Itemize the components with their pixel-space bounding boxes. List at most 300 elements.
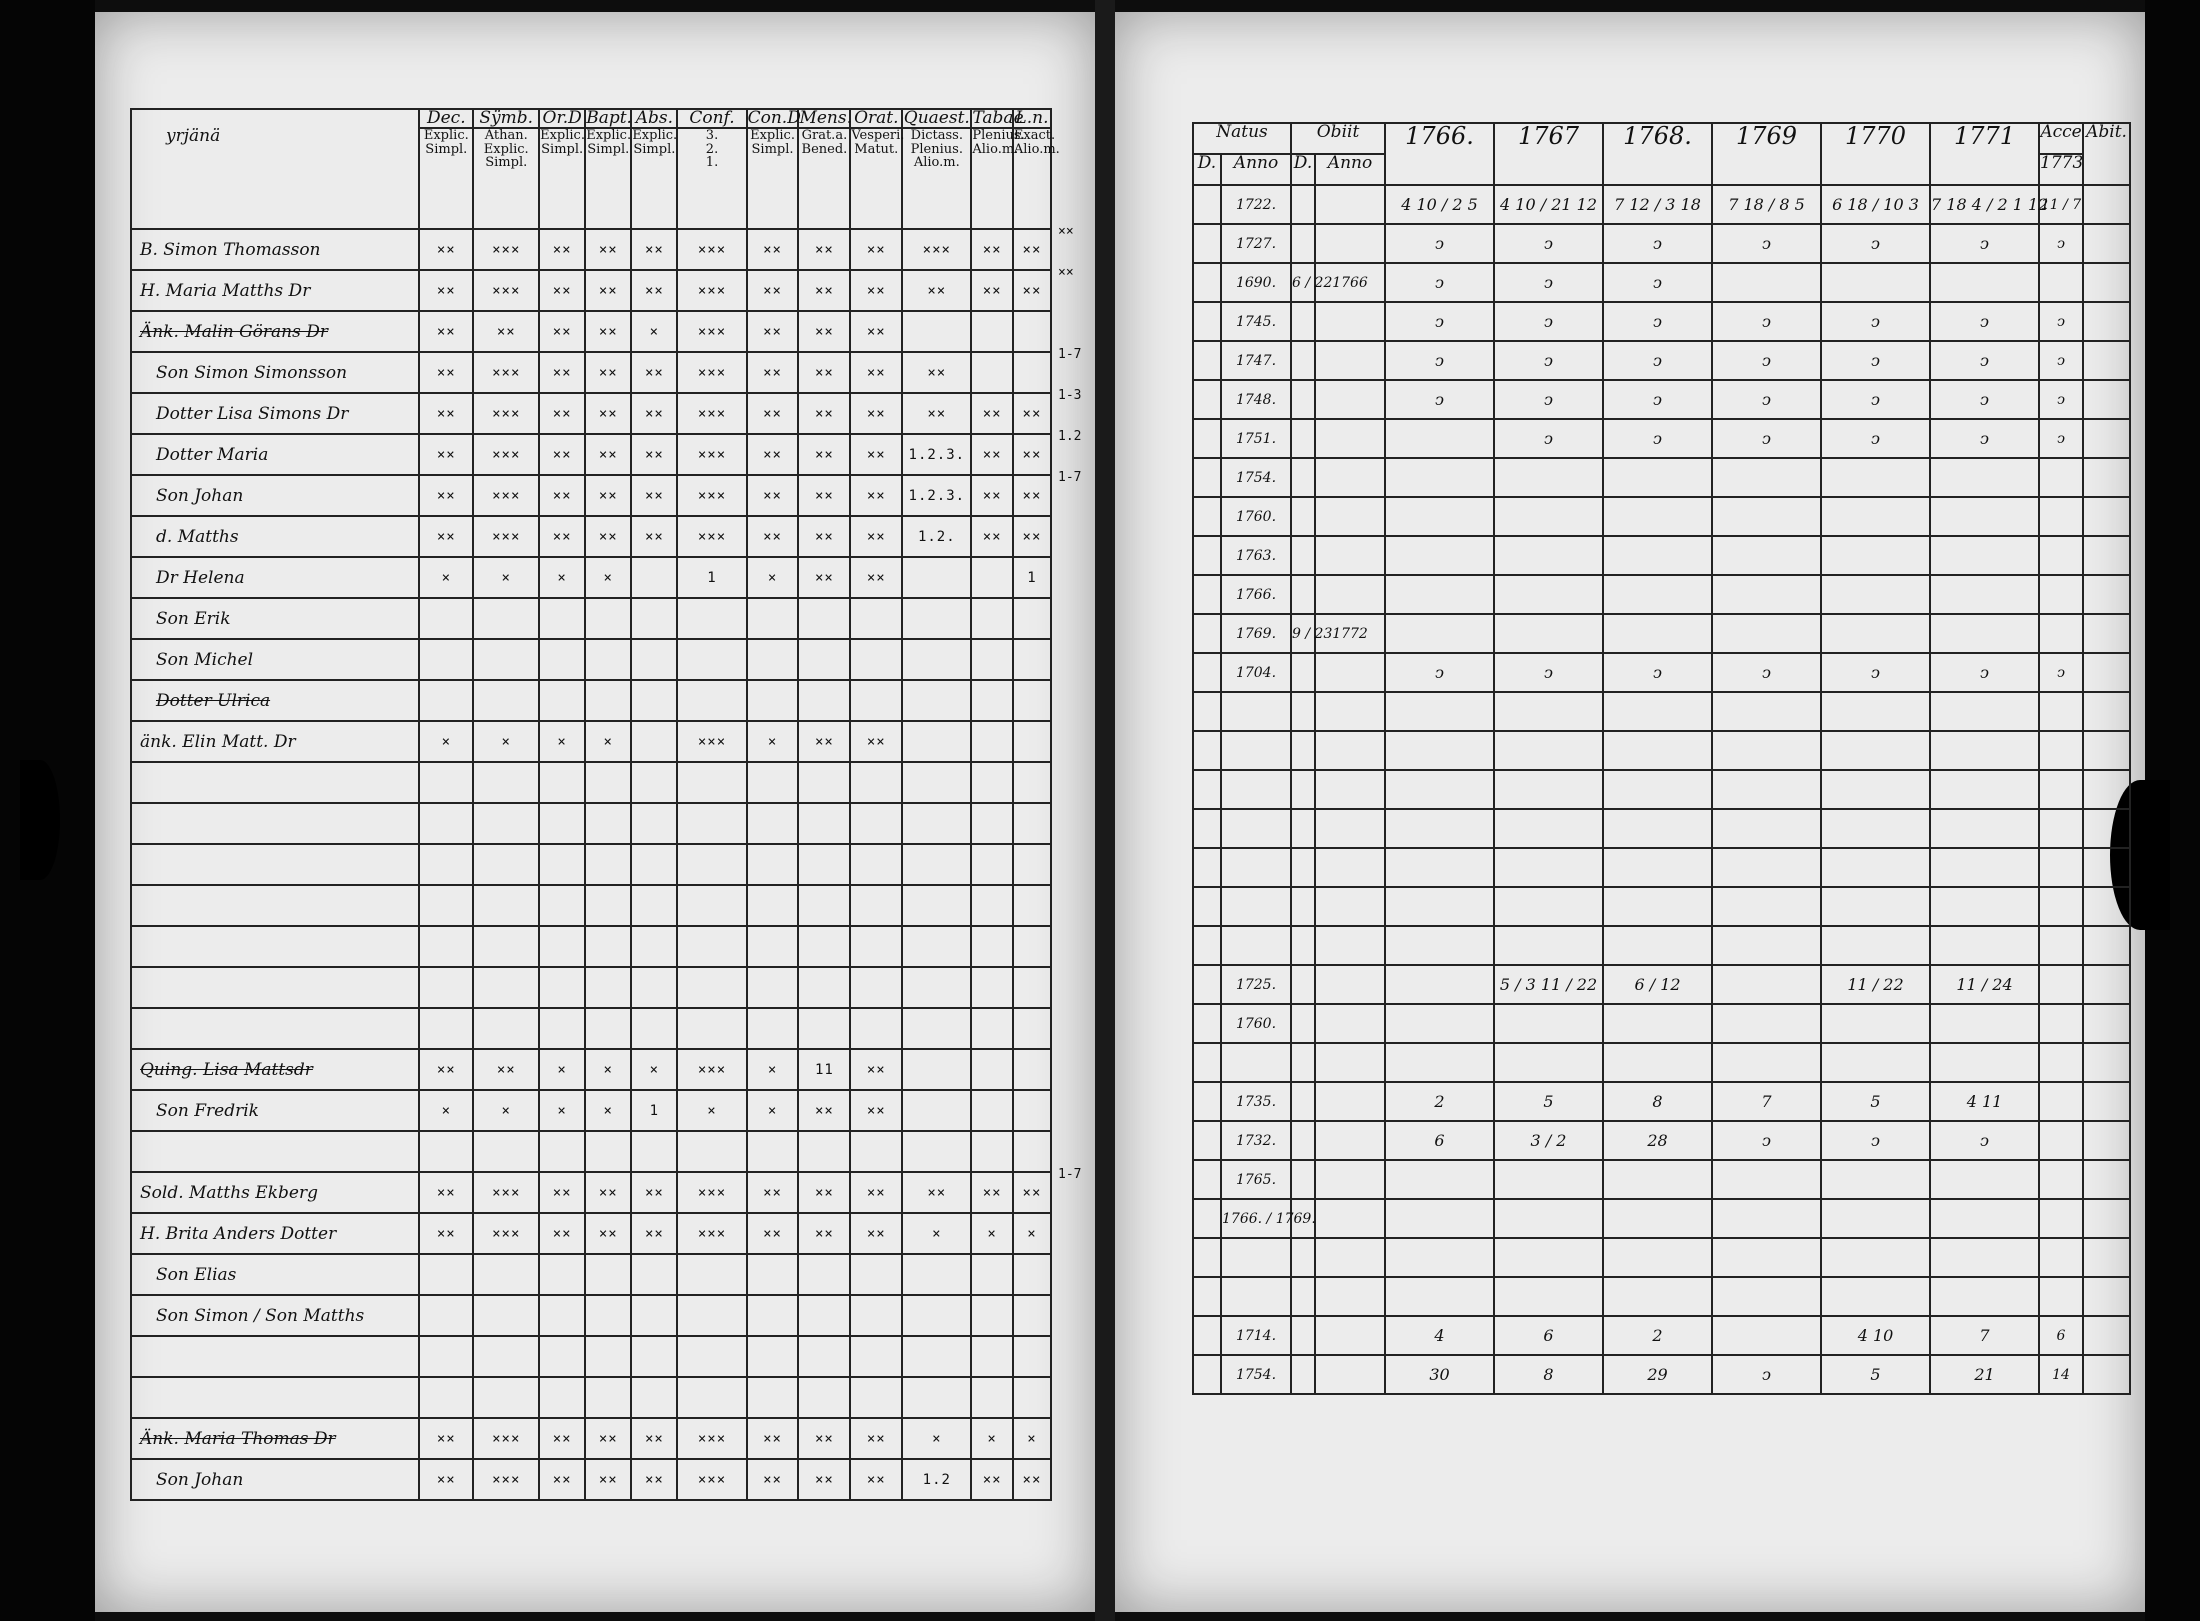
mark-cell <box>473 803 539 844</box>
column-header-10 <box>902 109 971 229</box>
mark-cell: ×× <box>539 311 585 352</box>
table-row <box>1193 1004 2130 1043</box>
mark-cell: ×× <box>798 1172 850 1213</box>
mark-cell <box>419 885 473 926</box>
mark-cell: ×× <box>631 1172 677 1213</box>
abiit-entry <box>2083 809 2130 848</box>
year-entry <box>1712 1238 1821 1277</box>
year-entry: 7 <box>1930 1316 2039 1355</box>
natus-day <box>1193 1121 1221 1160</box>
mark-cell <box>677 639 746 680</box>
mark-cell: ×× <box>850 1213 902 1254</box>
mark-cell: ×× <box>585 229 631 270</box>
mark-cell: ×× <box>631 516 677 557</box>
table-row <box>1193 536 2130 575</box>
natus-day <box>1193 1277 1221 1316</box>
mark-cell: ×× <box>798 721 850 762</box>
mark-cell: ×× <box>419 229 473 270</box>
mark-cell <box>850 1377 902 1418</box>
mark-cell <box>419 844 473 885</box>
mark-cell: ×× <box>747 1172 799 1213</box>
mark-cell: ×× <box>419 1418 473 1459</box>
year-entry <box>1930 1277 2039 1316</box>
person-name <box>131 557 419 598</box>
natus-year <box>1221 770 1291 809</box>
year-entry: 8 <box>1494 1355 1603 1394</box>
year-entry <box>1494 1043 1603 1082</box>
accessit-entry <box>2039 926 2083 965</box>
natus-day <box>1193 965 1221 1004</box>
year-entry <box>1930 1004 2039 1043</box>
abiit-entry <box>2083 263 2130 302</box>
mark-cell <box>971 967 1013 1008</box>
year-entry: ↄ <box>1603 263 1712 302</box>
year-entry: 7 18 4 / 2 1 12 <box>1930 185 2039 224</box>
mark-cell: ×× <box>850 1090 902 1131</box>
mark-cell: ×× <box>419 1049 473 1090</box>
year-entry <box>1930 731 2039 770</box>
year-entry <box>1385 731 1494 770</box>
obiit-day <box>1291 380 1315 419</box>
mark-cell <box>798 1131 850 1172</box>
margin-note: 1-3 <box>1058 388 1082 403</box>
year-entry: ↄ <box>1385 263 1494 302</box>
mark-cell: ×× <box>1013 516 1051 557</box>
column-sub-label: Bened. <box>801 141 848 157</box>
mark-cell <box>585 1131 631 1172</box>
table-row <box>131 680 1051 721</box>
year-entry: ↄ <box>1712 341 1821 380</box>
year-entry: ↄ <box>1930 419 2039 458</box>
mark-cell: × <box>631 1049 677 1090</box>
obiit-day <box>1291 1277 1315 1316</box>
accessit-entry: ↄ <box>2039 380 2083 419</box>
mark-cell <box>747 598 799 639</box>
person-name-text <box>132 1347 140 1367</box>
year-entry <box>1385 1277 1494 1316</box>
person-name <box>131 844 419 885</box>
column-sub-label: Simpl. <box>541 141 584 157</box>
person-name-text <box>132 773 140 793</box>
obiit-day <box>1291 341 1315 380</box>
mark-cell <box>902 1131 971 1172</box>
year-entry <box>1712 1316 1821 1355</box>
obiit-day <box>1291 770 1315 809</box>
mark-cell: ×× <box>539 475 585 516</box>
abiit-entry <box>2083 1316 2130 1355</box>
accessit-entry <box>2039 1043 2083 1082</box>
accessit-entry: ↄ <box>2039 302 2083 341</box>
mark-cell <box>747 1131 799 1172</box>
accessit-entry <box>2039 1121 2083 1160</box>
person-name-text <box>132 896 140 916</box>
table-row <box>131 1172 1051 1213</box>
person-name-text: Son Elias <box>156 1264 237 1285</box>
mark-cell <box>539 803 585 844</box>
person-name-text: Son Michel <box>156 649 254 670</box>
mark-cell: × <box>539 721 585 762</box>
year-entry: ↄ <box>1821 302 1930 341</box>
natus-year: 1748. <box>1221 380 1291 419</box>
mark-cell: × <box>419 1090 473 1131</box>
column-group-label: Or.D <box>540 110 584 129</box>
mark-cell <box>539 762 585 803</box>
obiit-year <box>1315 1121 1385 1160</box>
mark-cell: ××× <box>473 229 539 270</box>
year-entry <box>1494 809 1603 848</box>
natus-day <box>1193 1160 1221 1199</box>
column-group-label: L.n. <box>1015 108 1049 128</box>
column-sub-label: Simpl. <box>633 141 676 157</box>
mark-cell: ×× <box>798 1459 850 1500</box>
person-name <box>131 516 419 557</box>
mark-cell <box>473 926 539 967</box>
abiit-entry <box>2083 341 2130 380</box>
year-entry: 30 <box>1385 1355 1494 1394</box>
year-entry <box>1821 1238 1930 1277</box>
accessit-entry <box>2039 887 2083 926</box>
year-entry <box>1712 1199 1821 1238</box>
mark-cell: ×× <box>631 1418 677 1459</box>
mark-cell <box>677 1377 746 1418</box>
mark-cell <box>473 1377 539 1418</box>
year-entry <box>1712 1043 1821 1082</box>
mark-cell: ×× <box>585 1418 631 1459</box>
column-header-12 <box>1013 108 1060 229</box>
mark-cell: ×× <box>850 475 902 516</box>
mark-cell: × <box>585 1049 631 1090</box>
mark-cell: ×× <box>585 1172 631 1213</box>
natus-year: 1690. <box>1221 263 1291 302</box>
obiit-day <box>1291 1355 1315 1394</box>
natus-day <box>1193 692 1221 731</box>
column-sub-label: Matut. <box>854 141 899 157</box>
mark-cell: × <box>585 1090 631 1131</box>
mark-cell: ×× <box>747 434 799 475</box>
mark-cell <box>473 967 539 1008</box>
column-group-label: Mens. <box>799 108 853 128</box>
accessit-entry: 6 <box>2039 1316 2083 1355</box>
mark-cell <box>419 762 473 803</box>
obiit-year <box>1315 458 1385 497</box>
mark-cell: ×× <box>850 557 902 598</box>
year-entry: 4 <box>1385 1316 1494 1355</box>
mark-cell <box>419 1008 473 1049</box>
mark-cell <box>631 639 677 680</box>
year-entry <box>1930 1199 2039 1238</box>
table-row <box>131 885 1051 926</box>
column-sub-label: 1. <box>705 155 719 171</box>
year-entry: 4 10 / 21 12 <box>1494 185 1603 224</box>
obiit-day <box>1291 497 1315 536</box>
mark-cell: ×× <box>539 352 585 393</box>
year-entry <box>1494 1238 1603 1277</box>
mark-cell: ×× <box>747 311 799 352</box>
mark-cell: ×× <box>539 1172 585 1213</box>
year-entry: 4 10 / 2 5 <box>1385 185 1494 224</box>
abiit-entry <box>2083 926 2130 965</box>
mark-cell <box>971 844 1013 885</box>
mark-cell <box>1013 926 1051 967</box>
column-sub-label: Alio.m. <box>913 155 960 171</box>
natus-day <box>1193 536 1221 575</box>
table-row <box>1193 1316 2130 1355</box>
mark-cell: × <box>1013 1213 1051 1254</box>
mark-cell: ×× <box>585 516 631 557</box>
obiit-year <box>1315 1004 1385 1043</box>
obiit-day <box>1291 965 1315 1004</box>
mark-cell <box>850 1295 902 1336</box>
mark-cell <box>798 1254 850 1295</box>
obiit-day <box>1291 536 1315 575</box>
natus-day <box>1193 1355 1221 1394</box>
mark-cell: ×× <box>902 1172 971 1213</box>
natus-year-header: Anno <box>1221 154 1291 185</box>
year-entry: ↄ <box>1603 380 1712 419</box>
year-entry <box>1930 887 2039 926</box>
accessit-entry <box>2039 692 2083 731</box>
year-entry <box>1821 731 1930 770</box>
mark-cell <box>677 762 746 803</box>
table-row <box>1193 887 2130 926</box>
year-entry: 28 <box>1603 1121 1712 1160</box>
obiit-year <box>1315 1277 1385 1316</box>
abiit-entry <box>2083 380 2130 419</box>
mark-cell: ×× <box>585 434 631 475</box>
person-name <box>131 639 419 680</box>
person-name <box>131 1008 419 1049</box>
natus-year: 1735. <box>1221 1082 1291 1121</box>
year-entry: 21 <box>1930 1355 2039 1394</box>
year-entry <box>1385 1199 1494 1238</box>
mark-cell <box>850 1254 902 1295</box>
table-row <box>131 475 1051 516</box>
column-group-label: Con.D <box>747 108 801 128</box>
accessit-entry: 14 <box>2039 1355 2083 1394</box>
year-entry: ↄ <box>1494 653 1603 692</box>
mark-cell <box>631 1336 677 1377</box>
mark-cell <box>798 1295 850 1336</box>
mark-cell <box>850 598 902 639</box>
mark-cell: ×× <box>539 1213 585 1254</box>
mark-cell <box>850 803 902 844</box>
year-header-1767: 1767 <box>1494 123 1603 185</box>
natus-day <box>1193 1043 1221 1082</box>
person-name-text: d. Matths <box>156 526 239 547</box>
year-entry <box>1930 1043 2039 1082</box>
mark-cell <box>1013 680 1051 721</box>
obiit-year <box>1315 341 1385 380</box>
mark-cell <box>971 639 1013 680</box>
mark-cell <box>1013 1336 1051 1377</box>
column-sub-label: Athan. <box>484 128 528 143</box>
person-name-text: Dotter Lisa Simons Dr <box>156 403 349 424</box>
obiit-year <box>1315 1316 1385 1355</box>
mark-cell <box>585 598 631 639</box>
natus-day <box>1193 1082 1221 1121</box>
mark-cell: × <box>747 1090 799 1131</box>
mark-cell: ×× <box>631 1213 677 1254</box>
column-sub-label: Dictass. <box>910 128 963 143</box>
mark-cell: × <box>585 721 631 762</box>
column-sub-label: Explic. <box>483 141 529 157</box>
mark-cell: ×× <box>850 352 902 393</box>
natus-year: 1754. <box>1221 1355 1291 1394</box>
column-sub-label: 3. <box>705 128 719 143</box>
mark-cell: ×× <box>798 1090 850 1131</box>
natus-day <box>1193 1238 1221 1277</box>
year-entry: ↄ <box>1821 341 1930 380</box>
mark-cell: ××× <box>677 311 746 352</box>
year-entry: ↄ <box>1930 341 2039 380</box>
mark-cell: ×× <box>902 270 971 311</box>
mark-cell <box>747 1336 799 1377</box>
mark-cell: ×× <box>850 1459 902 1500</box>
mark-cell <box>585 639 631 680</box>
table-row <box>1193 692 2130 731</box>
mark-cell: ×× <box>971 229 1013 270</box>
obiit-year <box>1315 1199 1385 1238</box>
margin-note: ×× <box>1058 265 1074 280</box>
natus-day <box>1193 419 1221 458</box>
abiit-entry <box>2083 419 2130 458</box>
obiit-day <box>1291 731 1315 770</box>
year-entry <box>1930 614 2039 653</box>
year-entry: ↄ <box>1712 1121 1821 1160</box>
year-entry: 7 18 / 8 5 <box>1712 185 1821 224</box>
natus-year <box>1221 809 1291 848</box>
mark-cell: ××× <box>677 393 746 434</box>
obiit-year <box>1315 770 1385 809</box>
mark-cell <box>747 844 799 885</box>
year-entry: ↄ <box>1603 419 1712 458</box>
year-entry: ↄ <box>1821 224 1930 263</box>
table-row <box>1193 419 2130 458</box>
mark-cell: ×× <box>1013 434 1051 475</box>
mark-cell: ×× <box>1013 393 1051 434</box>
accessit-entry <box>2039 263 2083 302</box>
natus-year: 1725. <box>1221 965 1291 1004</box>
table-row <box>1193 965 2130 1004</box>
person-name-text: H. Brita Anders Dotter <box>140 1223 337 1244</box>
abiit-header: Abit. <box>2083 123 2130 185</box>
mark-cell <box>902 844 971 885</box>
year-entry <box>1821 1043 1930 1082</box>
obiit-day <box>1291 185 1315 224</box>
mark-cell <box>971 598 1013 639</box>
mark-cell <box>1013 1254 1051 1295</box>
year-entry <box>1494 692 1603 731</box>
obiit-day <box>1291 848 1315 887</box>
year-entry <box>1603 1160 1712 1199</box>
mark-cell: ×× <box>585 352 631 393</box>
year-entry <box>1821 926 1930 965</box>
year-entry <box>1821 1199 1930 1238</box>
mark-cell <box>631 598 677 639</box>
year-entry: ↄ <box>1385 380 1494 419</box>
year-entry: ↄ <box>1494 380 1603 419</box>
mark-cell: ××× <box>473 1418 539 1459</box>
mark-cell: ××× <box>473 352 539 393</box>
catechism-register-table <box>130 108 1060 1501</box>
mark-cell: ×× <box>539 270 585 311</box>
year-entry <box>1930 458 2039 497</box>
year-entry: ↄ <box>1385 653 1494 692</box>
year-entry <box>1930 692 2039 731</box>
accessit-entry: ↄ <box>2039 419 2083 458</box>
mark-cell <box>631 1131 677 1172</box>
year-entry <box>1385 458 1494 497</box>
year-entry <box>1821 1160 1930 1199</box>
table-row <box>1193 341 2130 380</box>
mark-cell <box>798 926 850 967</box>
person-name <box>131 270 419 311</box>
mark-cell <box>419 926 473 967</box>
mark-cell <box>631 1008 677 1049</box>
mark-cell <box>473 1336 539 1377</box>
mark-cell: 1.2 <box>902 1459 971 1500</box>
column-sub-label: Explic. <box>632 128 678 143</box>
mark-cell <box>902 598 971 639</box>
accessit-entry <box>2039 1238 2083 1277</box>
year-entry <box>1821 692 1930 731</box>
column-group-label: Abs. <box>632 110 676 129</box>
mark-cell <box>902 680 971 721</box>
mark-cell <box>971 1295 1013 1336</box>
year-entry <box>1494 1277 1603 1316</box>
mark-cell <box>419 967 473 1008</box>
person-name <box>131 1049 419 1090</box>
year-entry <box>1712 770 1821 809</box>
mark-cell: ××× <box>677 1213 746 1254</box>
mark-cell: ×× <box>798 557 850 598</box>
natus-year <box>1221 1043 1291 1082</box>
column-header-7 <box>747 109 799 229</box>
mark-cell: ×× <box>631 352 677 393</box>
table-row <box>131 1049 1051 1090</box>
obiit-day <box>1291 1043 1315 1082</box>
mark-cell <box>902 1254 971 1295</box>
year-entry <box>1821 848 1930 887</box>
accessit-entry <box>2039 731 2083 770</box>
obiit-day: 6 / 22 <box>1291 263 1315 302</box>
binding-clip-left <box>20 760 60 880</box>
year-entry: ↄ <box>1712 302 1821 341</box>
table-row <box>131 311 1051 352</box>
column-header-1 <box>419 109 473 229</box>
year-entry <box>1821 536 1930 575</box>
year-entry <box>1821 497 1930 536</box>
year-entry <box>1821 1277 1930 1316</box>
mark-cell <box>850 1336 902 1377</box>
mark-cell <box>971 1131 1013 1172</box>
year-header-1766: 1766. <box>1385 123 1494 185</box>
abiit-entry <box>2083 692 2130 731</box>
mark-cell <box>631 1254 677 1295</box>
table-row <box>131 1213 1051 1254</box>
natus-day <box>1193 224 1221 263</box>
year-entry <box>1930 575 2039 614</box>
obiit-day <box>1291 809 1315 848</box>
column-group-label: Bapt. <box>586 108 632 128</box>
column-group-label: Orat. <box>851 110 901 129</box>
year-entry <box>1821 770 1930 809</box>
mark-cell: ×× <box>747 1418 799 1459</box>
mark-cell: ×× <box>419 1213 473 1254</box>
mark-cell: ×× <box>419 1459 473 1500</box>
obiit-day-header: D. <box>1291 154 1315 185</box>
column-group-label: Sÿmb. <box>474 110 538 129</box>
